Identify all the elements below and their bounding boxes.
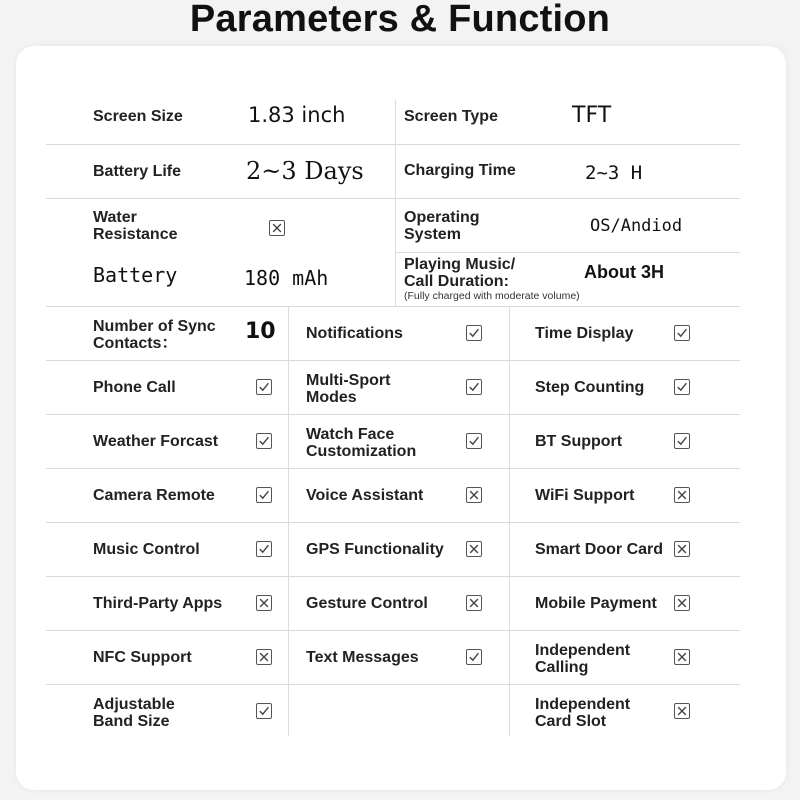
page-title: Parameters & Function [189, 0, 611, 40]
spec-label: Camera Remote [93, 487, 215, 504]
cross-box-icon-glyph [675, 596, 689, 610]
spec-value: About 3H [584, 262, 664, 282]
spec-label: Water Resistance [93, 209, 178, 243]
check-box-icon-glyph [467, 326, 481, 340]
check-box-icon [466, 325, 482, 341]
divider [288, 306, 289, 736]
spec-card [16, 46, 786, 790]
spec-label: Smart Door Card [535, 541, 664, 558]
spec-label: Music Control [93, 541, 200, 558]
spec-label: Mobile Payment [535, 595, 657, 612]
spec-label: WiFi Support [535, 487, 635, 504]
spec-value: OS/Andiod [590, 216, 683, 236]
divider [395, 100, 396, 306]
spec-label: Operating System [404, 209, 480, 243]
check-box-icon-glyph [467, 380, 481, 394]
spec-note: (Fully charged with moderate volume) [404, 290, 580, 302]
spec-value: 1.83 inch [248, 103, 346, 127]
check-box-icon-glyph [675, 434, 689, 448]
check-box-icon [466, 433, 482, 449]
spec-value: 180 mAh [244, 266, 329, 290]
check-box-icon [256, 379, 272, 395]
check-box-icon [256, 541, 272, 557]
divider [46, 468, 740, 469]
divider [46, 306, 740, 307]
cross-box-icon-glyph [257, 596, 271, 610]
divider [509, 306, 510, 736]
cross-box-icon [674, 595, 690, 611]
check-box-icon-glyph [467, 650, 481, 664]
spec-label: Screen Size [93, 108, 183, 125]
check-box-icon [466, 649, 482, 665]
divider [46, 198, 740, 199]
cross-box-icon-glyph [270, 221, 284, 235]
cross-box-icon [674, 649, 690, 665]
check-box-icon-glyph [675, 380, 689, 394]
spec-value: 2~3 Days [246, 157, 364, 185]
spec-label: NFC Support [93, 649, 192, 666]
divider [46, 360, 740, 361]
spec-label: Independent Calling [535, 642, 631, 676]
spec-label: Text Messages [306, 649, 419, 666]
check-box-icon [674, 379, 690, 395]
spec-label: Step Counting [535, 379, 645, 396]
spec-label: Charging Time [404, 162, 516, 179]
spec-label: Time Display [535, 325, 634, 342]
divider [46, 630, 740, 631]
spec-label: Watch Face Customization [306, 426, 417, 460]
spec-label: Adjustable Band Size [93, 696, 175, 730]
check-box-icon [466, 379, 482, 395]
divider [46, 684, 740, 685]
spec-value: 2~3 H [585, 162, 643, 184]
cross-box-icon-glyph [467, 542, 481, 556]
cross-box-icon [466, 595, 482, 611]
spec-label: BT Support [535, 433, 623, 450]
check-box-icon [256, 703, 272, 719]
cross-box-icon [674, 487, 690, 503]
check-box-icon-glyph [257, 488, 271, 502]
cross-box-icon-glyph [675, 488, 689, 502]
check-box-icon-glyph [257, 380, 271, 394]
spec-label: Independent Card Slot [535, 696, 631, 730]
spec-label: Voice Assistant [306, 487, 424, 504]
cross-box-icon [256, 595, 272, 611]
cross-box-icon [466, 541, 482, 557]
spec-label: Third-Party Apps [93, 595, 223, 612]
spec-label: Number of Sync Contacts： [93, 318, 216, 352]
check-box-icon [674, 325, 690, 341]
cross-box-icon-glyph [257, 650, 271, 664]
spec-label: Screen Type [404, 108, 498, 125]
check-box-icon-glyph [467, 434, 481, 448]
spec-label: Phone Call [93, 379, 176, 396]
cross-box-icon-glyph [675, 542, 689, 556]
cross-box-icon [269, 220, 285, 236]
cross-box-icon [674, 541, 690, 557]
spec-label: Battery Life [93, 163, 182, 180]
check-box-icon-glyph [257, 542, 271, 556]
spec-label: Weather Forcast [93, 433, 219, 450]
cross-box-icon-glyph [467, 488, 481, 502]
check-box-icon-glyph [257, 434, 271, 448]
cross-box-icon-glyph [675, 704, 689, 718]
check-box-icon [256, 433, 272, 449]
check-box-icon-glyph [675, 326, 689, 340]
cross-box-icon-glyph [467, 596, 481, 610]
cross-box-icon-glyph [675, 650, 689, 664]
divider [46, 522, 740, 523]
spec-label: Battery [93, 263, 178, 287]
check-box-icon [256, 487, 272, 503]
spec-label: Gesture Control [306, 595, 428, 612]
divider [46, 414, 740, 415]
spec-label: Multi-Sport Modes [306, 372, 391, 406]
divider [46, 576, 740, 577]
spec-label: Notifications [306, 325, 403, 342]
cross-box-icon [466, 487, 482, 503]
cross-box-icon [674, 703, 690, 719]
check-box-icon [674, 433, 690, 449]
spec-label: Playing Music/ Call Duration: [404, 256, 516, 290]
feature-value: 10 [245, 319, 276, 344]
divider [395, 252, 740, 253]
spec-label: GPS Functionality [306, 541, 444, 558]
cross-box-icon [256, 649, 272, 665]
check-box-icon-glyph [257, 704, 271, 718]
spec-value: TFT [572, 103, 612, 128]
divider [46, 144, 740, 145]
